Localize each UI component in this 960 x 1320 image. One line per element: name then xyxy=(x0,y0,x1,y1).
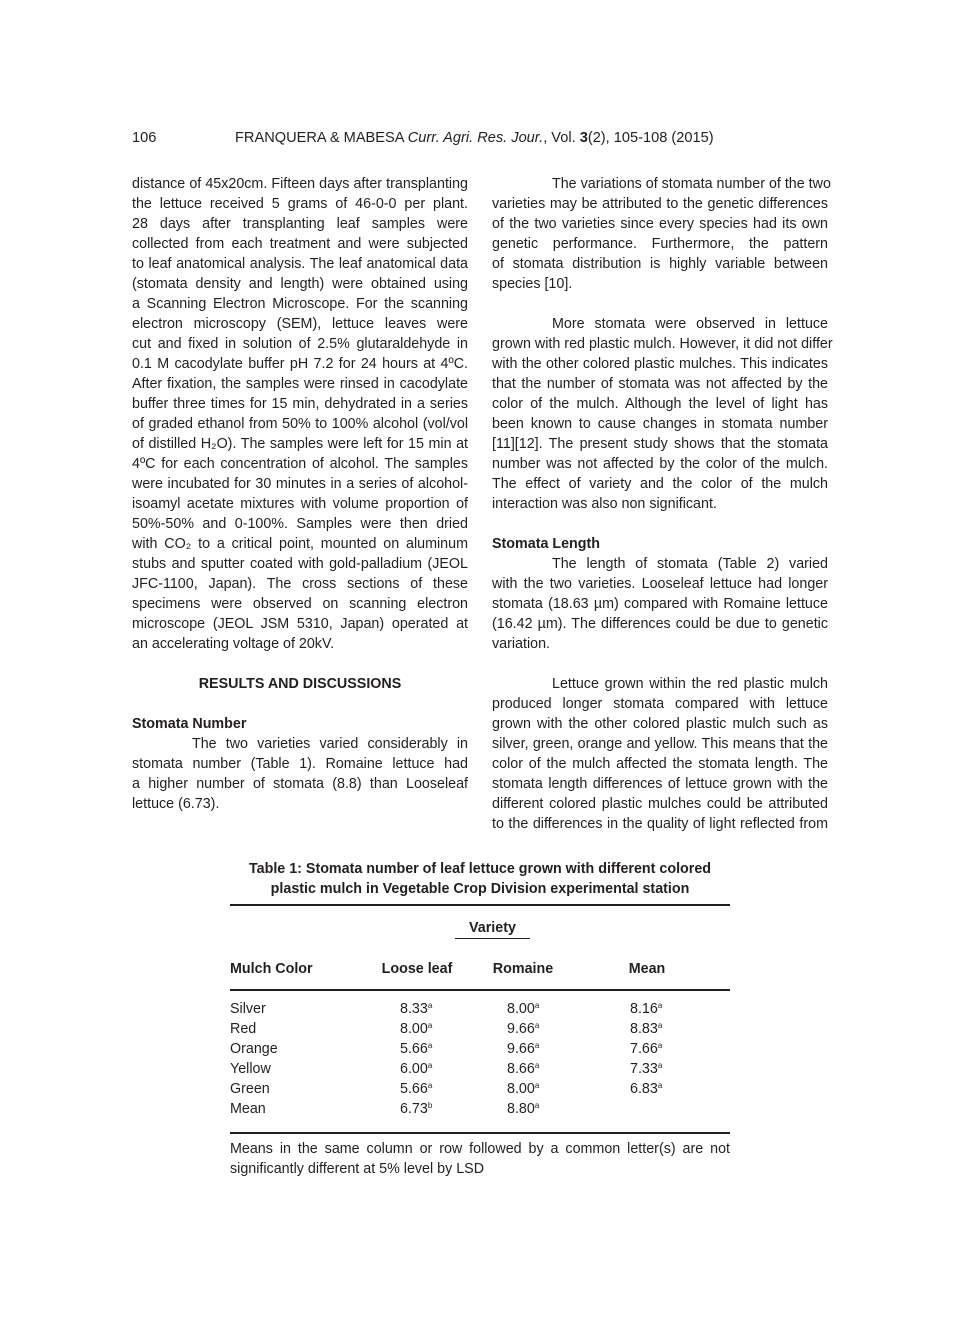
cell-value: 8.83 xyxy=(630,1021,658,1037)
issue-pages: (2), 105-108 (2015) xyxy=(587,130,714,146)
paragraph-gap xyxy=(492,654,828,674)
authors: FRANQUERA & MABESA xyxy=(235,130,404,146)
cell-value: 9.66 xyxy=(507,1021,535,1037)
text-line: microscope (JEOL JSM 5310, Japan) operated at xyxy=(132,616,468,632)
journal-name: Curr. Agri. Res. Jour. xyxy=(407,130,544,146)
text-line: [11][12]. The present study shows that the stomata xyxy=(492,436,828,452)
text-line: to the differences in the quality of light reflected from xyxy=(492,816,828,832)
text-line: electron microscopy (SEM), lettuce leaves were xyxy=(132,316,468,332)
cell-value: Red xyxy=(230,1021,257,1037)
cell-loose-leaf xyxy=(400,1059,432,1079)
cell-mean xyxy=(630,1059,662,1079)
text-line: interaction was also non significant. xyxy=(492,496,717,512)
cell-value: Mean xyxy=(230,1101,266,1117)
table-title-line: plastic mulch in Vegetable Crop Division experimental station xyxy=(270,881,690,897)
page-number: 106 xyxy=(132,130,157,146)
paragraph-gap xyxy=(492,514,828,534)
row-label xyxy=(230,1079,270,1099)
text-line: stomata (18.63 µm) compared with Romaine lettuce xyxy=(492,596,828,612)
group-header-variety: Variety xyxy=(455,919,530,939)
running-header xyxy=(235,130,714,146)
table-title-line: Table 1: Stomata number of leaf lettuce grown with different colored xyxy=(248,861,712,877)
table-header-rule xyxy=(230,989,730,991)
text-line: 28 days after transplanting leaf samples were xyxy=(132,216,468,232)
paragraph-gap xyxy=(132,654,468,674)
table-footnote xyxy=(230,1139,730,1179)
significance-letter: a xyxy=(657,1021,663,1030)
cell-value: 6.83 xyxy=(630,1081,658,1097)
text-line: variation. xyxy=(492,636,551,652)
significance-letter: a xyxy=(427,1001,433,1010)
significance-letter: a xyxy=(427,1041,433,1050)
cell-value: Silver xyxy=(230,1001,266,1017)
cell-value: 6.00 xyxy=(400,1061,428,1077)
text-line: buffer three times for 15 min, dehydrated in a series xyxy=(132,396,468,412)
cell-loose-leaf xyxy=(400,1039,432,1059)
text-line: stomata number (Table 1). Romaine lettuce had xyxy=(132,756,468,772)
cell-value: 6.73 xyxy=(400,1101,428,1117)
text-line: cut and fixed in solution of 2.5% glutaraldehyde in xyxy=(132,336,468,352)
cell-value: Yellow xyxy=(230,1061,271,1077)
text-line: with the other colored plastic mulches. This indicates xyxy=(492,356,828,372)
text-line: 4ºC for each concentration of alcohol. The samples xyxy=(132,456,468,472)
significance-letter: a xyxy=(534,1101,540,1110)
text-line: number was not affected by the color of the mulch. xyxy=(492,456,828,472)
significance-letter: a xyxy=(427,1081,433,1090)
text-line: specimens were observed on scanning electron xyxy=(132,596,468,612)
paragraph-gap xyxy=(492,294,828,314)
section-heading: RESULTS AND DISCUSSIONS xyxy=(198,676,402,692)
text-line: a higher number of stomata (8.8) than Looseleaf xyxy=(132,776,468,792)
cell-romaine xyxy=(507,1059,539,1079)
footnote-line: significantly different at 5% level by LSD xyxy=(230,1161,485,1177)
text-line: distance of 45x20cm. Fifteen days after transplanting xyxy=(132,176,468,192)
cell-value: Orange xyxy=(230,1041,278,1057)
text-line: After fixation, the samples were rinsed in cacodylate xyxy=(132,376,468,392)
text-line: that the number of stomata was not affected by the xyxy=(492,376,828,392)
cell-value: 8.00 xyxy=(507,1081,535,1097)
significance-letter: a xyxy=(534,1061,540,1070)
significance-letter: a xyxy=(534,1081,540,1090)
table-bottom-rule xyxy=(230,1132,730,1134)
table-title xyxy=(200,859,760,899)
significance-letter: a xyxy=(657,1061,663,1070)
text-line: Lettuce grown within the red plastic mulch xyxy=(552,676,828,692)
cell-mean xyxy=(630,1039,662,1059)
text-line: More stomata were observed in lettuce xyxy=(552,316,828,332)
significance-letter: a xyxy=(427,1061,433,1070)
text-line: 50%-50% and 0-100%. Samples were then dried xyxy=(132,516,468,532)
text-line: were incubated for 30 minutes in a series of alcohol- xyxy=(132,476,468,492)
row-label xyxy=(230,1039,278,1059)
text-line: (stomata density and length) were obtained using xyxy=(132,276,468,292)
text-line: of stomata distribution is highly variable between xyxy=(492,256,828,272)
text-line: genetic performance. Furthermore, the pattern xyxy=(492,236,828,252)
cell-value: 9.66 xyxy=(507,1041,535,1057)
text-line: of the two varieties since every species had its own xyxy=(492,216,828,232)
row-label xyxy=(230,999,266,1019)
cell-value: 8.66 xyxy=(507,1061,535,1077)
text-line: stubs and sputter coated with gold-palladium (JEOL xyxy=(132,556,468,572)
text-line: species [10]. xyxy=(492,276,573,292)
text-line: grown with red plastic mulch. However, it did not differ xyxy=(492,336,833,352)
col-header-mean: Mean xyxy=(628,961,666,977)
cell-loose-leaf xyxy=(400,1019,432,1039)
text-line: silver, green, orange and yellow. This means that the xyxy=(492,736,828,752)
cell-value: 8.80 xyxy=(507,1101,535,1117)
cell-value: 8.00 xyxy=(507,1001,535,1017)
text-line: of graded ethanol from 50% to 100% alcohol (vol/vol xyxy=(132,416,468,432)
text-line: an accelerating voltage of 20kV. xyxy=(132,636,335,652)
vol-prefix: , Vol. xyxy=(543,130,580,146)
cell-value: 5.66 xyxy=(400,1041,428,1057)
row-label xyxy=(230,1019,256,1039)
cell-value: 8.16 xyxy=(630,1001,658,1017)
significance-letter: a xyxy=(657,1001,663,1010)
row-label xyxy=(230,1099,266,1119)
text-line: The effect of variety and the color of the mulch xyxy=(492,476,828,492)
significance-letter: a xyxy=(534,1021,540,1030)
text-line: lettuce (6.73). xyxy=(132,796,220,812)
cell-loose-leaf xyxy=(400,1079,432,1099)
text-line: produced longer stomata compared with lettuce xyxy=(492,696,828,712)
cell-romaine xyxy=(507,1099,539,1119)
text-line: grown with the other colored plastic mulch such as xyxy=(492,716,828,732)
text-line: with CO₂ to a critical point, mounted on aluminum xyxy=(132,536,468,552)
left-column xyxy=(132,174,468,814)
cell-romaine xyxy=(507,1039,539,1059)
cell-value: Green xyxy=(230,1081,270,1097)
row-label xyxy=(230,1059,271,1079)
cell-romaine xyxy=(507,1019,539,1039)
cell-mean xyxy=(630,1079,662,1099)
text-line: The length of stomata (Table 2) varied xyxy=(552,556,828,572)
text-line: collected from each treatment and were subjected xyxy=(132,236,468,252)
text-line: different colored plastic mulches could be attributed xyxy=(492,796,828,812)
significance-letter: a xyxy=(657,1081,663,1090)
paragraph-gap xyxy=(132,694,468,714)
table-top-rule xyxy=(230,904,730,906)
text-line: varieties may be attributed to the genetic differences xyxy=(492,196,828,212)
text-line: the lettuce received 5 grams of 46-0-0 per plant. xyxy=(132,196,468,212)
right-column xyxy=(492,174,833,834)
cell-value: 5.66 xyxy=(400,1081,428,1097)
significance-letter: a xyxy=(534,1041,540,1050)
text-line: a Scanning Electron Microscope. For the scanning xyxy=(132,296,468,312)
text-line: color of the mulch affected the stomata length. The xyxy=(492,756,828,772)
cell-mean xyxy=(630,999,662,1019)
text-line: The variations of stomata number of the two xyxy=(552,176,831,192)
text-line: color of the mulch. Although the level of light has xyxy=(492,396,828,412)
text-line: The two varieties varied considerably in xyxy=(192,736,468,752)
text-line: stomata length differences of lettuce grown with the xyxy=(492,776,828,792)
text-line: been known to cause changes in stomata number xyxy=(492,416,828,432)
cell-mean xyxy=(630,1019,662,1039)
col-header-loose-leaf: Loose leaf xyxy=(381,961,453,977)
significance-letter: b xyxy=(427,1101,433,1110)
text-line: (16.42 µm). The differences could be due to genetic xyxy=(492,616,828,632)
footnote-line: Means in the same column or row followed by a common letter(s) are not xyxy=(230,1141,730,1157)
significance-letter: a xyxy=(427,1021,433,1030)
col-header-romaine: Romaine xyxy=(492,961,554,977)
text-line: with the two varieties. Looseleaf lettuce had longer xyxy=(492,576,828,592)
significance-letter: a xyxy=(534,1001,540,1010)
cell-value: 7.66 xyxy=(630,1041,658,1057)
section-heading: Stomata Number xyxy=(132,716,247,732)
volume: 3 xyxy=(579,130,588,146)
significance-letter: a xyxy=(657,1041,663,1050)
text-line: JFC-1100, Japan). The cross sections of these xyxy=(132,576,468,592)
cell-loose-leaf xyxy=(400,999,432,1019)
cell-value: 7.33 xyxy=(630,1061,658,1077)
text-line: to leaf anatomical analysis. The leaf anatomical data xyxy=(132,256,468,272)
section-heading: Stomata Length xyxy=(492,536,601,552)
cell-loose-leaf xyxy=(400,1099,432,1119)
text-line: isoamyl acetate mixtures with volume proportion of xyxy=(132,496,468,512)
text-line: 0.1 M cacodylate buffer pH 7.2 for 24 hours at 4ºC. xyxy=(132,356,468,372)
cell-value: 8.00 xyxy=(400,1021,428,1037)
cell-romaine xyxy=(507,1079,539,1099)
col-header-mulch-color: Mulch Color xyxy=(230,961,313,977)
cell-romaine xyxy=(507,999,539,1019)
cell-value: 8.33 xyxy=(400,1001,428,1017)
text-line: of distilled H₂O). The samples were left for 15 min at xyxy=(132,436,468,452)
